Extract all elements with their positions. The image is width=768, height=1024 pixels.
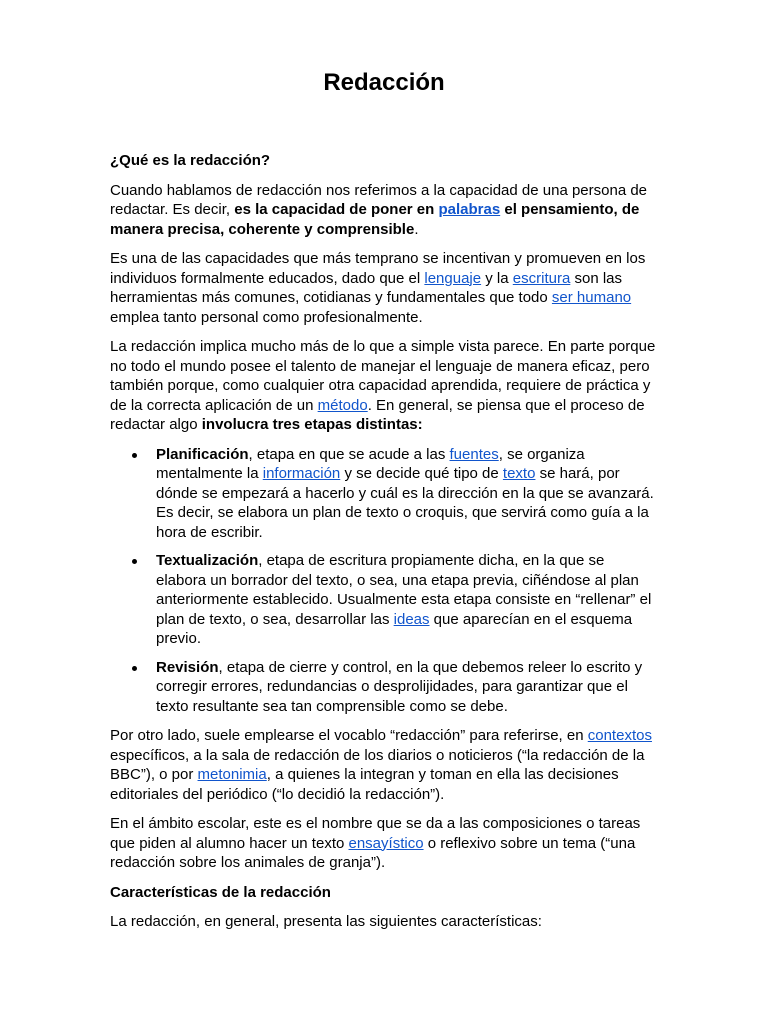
- text: , etapa de escritura propiamente dicha, en la que se elabora un borrador del texto, o sea, una etapa previa, ciñéndose al plan anteriormente establecido. Usualmente esta etapa consiste en “rellenar” el plan de texto, o sea, desarrollar las: [156, 552, 652, 628]
- section-heading-caracteristicas: Características de la redacción: [110, 883, 331, 901]
- paragraph-definition: [110, 181, 658, 240]
- page-title: Redacción: [323, 69, 445, 96]
- section-heading-que-es: ¿Qué es la redacción?: [110, 152, 271, 169]
- text: Por otro lado, suele emplearse el vocablo “redacción” para referirse, en: [110, 727, 588, 744]
- paragraph-capacidades: [110, 249, 658, 327]
- text: La redacción implica mucho más de lo que a simple vista parece. En parte porque no todo el mundo posee el talento de manejar el lenguaje de manera eficaz, pero también porque, como cualquier otra capacidad aprendida, requiere de práctica y de la correcta aplicación de un: [110, 338, 656, 414]
- link-fuentes[interactable]: fuentes: [449, 445, 499, 463]
- paragraph-otro-lado: [110, 726, 658, 804]
- link-informacion[interactable]: información: [262, 465, 341, 482]
- link-texto[interactable]: texto: [502, 465, 536, 482]
- text: y se decide qué tipo de: [340, 465, 503, 482]
- text: En el ámbito escolar, este es el nombre que se da a las composiciones o tareas que piden al alumno hacer un texto: [110, 815, 641, 852]
- paragraph-implica: [110, 337, 658, 435]
- bold-text: es la capacidad de poner en: [234, 201, 439, 218]
- stage-name: Textualización: [156, 552, 259, 569]
- bold-link-wrapper: [438, 201, 500, 218]
- stage-name: Planificación: [156, 445, 249, 463]
- text: específicos, a la sala de redacción de los diarios o noticieros (“la redacción de la BBC”), o por: [110, 746, 645, 783]
- text: son las herramientas más comunes, cotidianas y fundamentales que todo: [110, 269, 623, 306]
- text: o reflexivo sobre un tema (“una redacción sobre los animales de granja”).: [110, 834, 636, 871]
- text: y la: [481, 269, 513, 287]
- paragraph-ambito-escolar: [110, 814, 658, 873]
- text: , etapa en que se acude a las: [248, 445, 450, 463]
- text: Es una de las capacidades que más temprano se incentivan y promueven en los individuos formalmente educados, dado que el: [110, 250, 646, 287]
- link-ideas[interactable]: ideas: [393, 610, 430, 628]
- stage-name: Revisión: [156, 658, 219, 676]
- text: se hará, por dónde se empezará a hacerlo y cuál es la dirección en la que se avanzará. Es decir, se elabora un plan de texto o croquis, que servirá como guía a la hora de escribir.: [156, 465, 654, 541]
- text: que aparecían en el esquema previo.: [156, 610, 633, 647]
- link-metonimia[interactable]: metonimia: [197, 766, 267, 783]
- link-ser-humano[interactable]: ser humano: [551, 289, 632, 306]
- bullet-icon: [132, 559, 137, 564]
- text: Cuando hablamos de redacción nos referimos a la capacidad de una persona de redactar. Es decir,: [110, 181, 648, 218]
- link-metodo[interactable]: método: [317, 396, 368, 414]
- text: .: [414, 220, 419, 238]
- link-ensayistico[interactable]: ensayístico: [348, 834, 424, 852]
- paragraph-caracteristicas-intro: La redacción, en general, presenta las siguientes características:: [110, 913, 542, 930]
- text: , a quienes la integran y toman en ella las decisiones editoriales del periódico (“lo decidió la redacción”).: [110, 766, 619, 803]
- text: , etapa de cierre y control, en la que debemos releer lo escrito y corregir errores, redundancias o desprolijidades, para garantizar que el texto resultante sea tan comprensible como se debe.: [156, 658, 643, 715]
- list-item-planificacion: [156, 445, 658, 543]
- text: . En general, se piensa que el proceso de redactar algo: [110, 396, 645, 433]
- bold-text: involucra tres etapas distintas:: [201, 416, 423, 433]
- bold-text: el pensamiento, de manera precisa, coherente y comprensible: [110, 201, 640, 238]
- bullet-icon: [132, 666, 137, 671]
- link-escritura[interactable]: escritura: [512, 269, 571, 287]
- stages-list: [110, 445, 658, 717]
- bullet-icon: [132, 453, 137, 458]
- link-lenguaje[interactable]: lenguaje: [424, 269, 482, 287]
- text: , se organiza mentalmente la: [156, 445, 585, 482]
- text: emplea tanto personal como profesionalmente.: [110, 308, 423, 326]
- link-palabras[interactable]: palabras: [438, 201, 501, 218]
- link-contextos[interactable]: contextos: [587, 727, 652, 744]
- list-item-textualizacion: [156, 551, 658, 649]
- list-item-revision: [156, 658, 658, 717]
